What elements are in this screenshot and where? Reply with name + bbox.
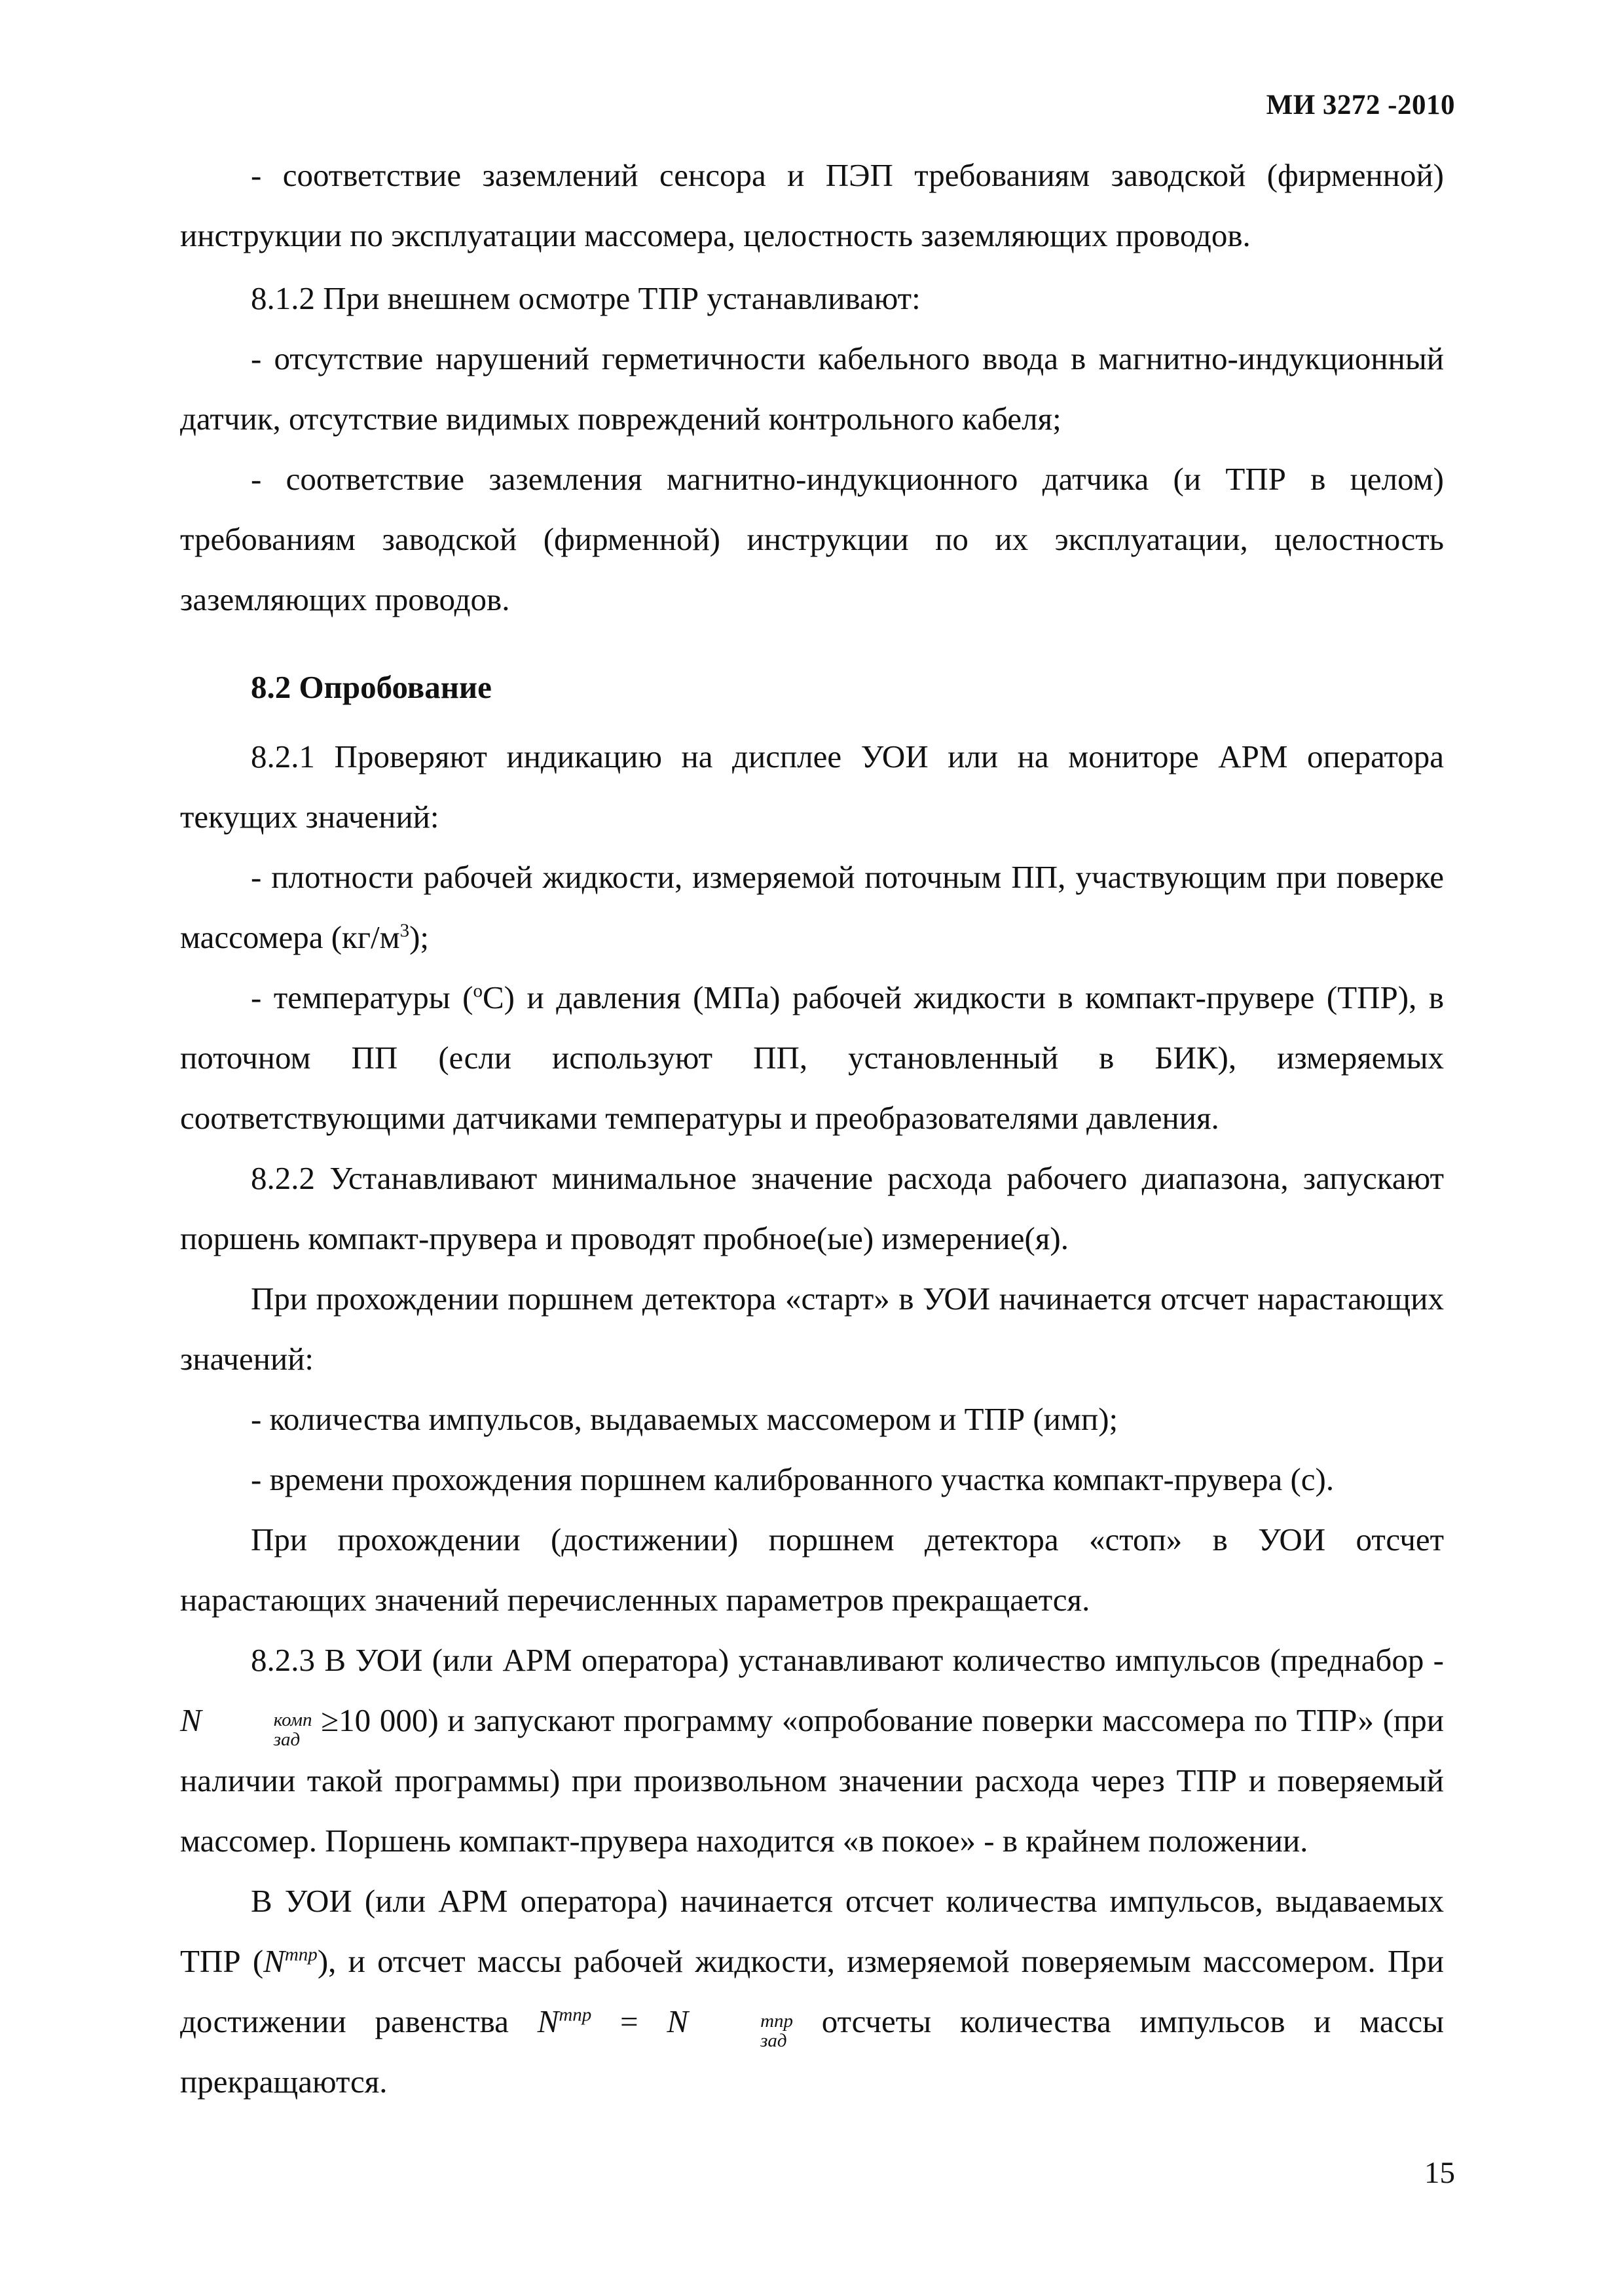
- symbol: N: [667, 2003, 689, 2039]
- subscript: зад: [273, 1729, 301, 1750]
- formula-equality: [537, 2003, 794, 2051]
- superscript: комп: [273, 1709, 312, 1730]
- text: 8.2.3 В УОИ (или АРМ оператора) устанавливают количество импульсов (преднабор -: [251, 1642, 1444, 1678]
- paragraph: При прохождении (достижении) поршнем детектора «стоп» в УОИ отсчет нарастающих значений перечисленных параметров прекращается.: [180, 1522, 1444, 1618]
- paragraph: 8.2.2 Устанавливают минимальное значение расхода рабочего диапазона, запускают поршень компакт-прувера и проводят пробное(ые) измерение(я).: [180, 1160, 1444, 1256]
- text: - температуры (: [251, 979, 473, 1015]
- paragraph: - количества импульсов, выдаваемых массомером и ТПР (имп);: [251, 1401, 1118, 1437]
- text: С) и давления (МПа) рабочей жидкости в компакт-прувере (ТПР), в поточном ПП (если используют ПП, установленный в БИК), измеряемых соответствующими датчиками температуры и преобразователями давления.: [180, 979, 1444, 1136]
- text: В УОИ (или АРМ оператора) начинается отсчет количества импульсов, выдаваемых ТПР (: [180, 1883, 1444, 1979]
- document-code: МИ 3272 -2010: [1266, 90, 1455, 120]
- superscript: тпр: [760, 2011, 794, 2032]
- index-stack: [690, 2011, 793, 2050]
- formula-n-tpr: [263, 1943, 318, 1979]
- symbol: N: [180, 1702, 202, 1738]
- paragraph: [180, 1630, 1444, 1871]
- symbol: N: [537, 2003, 559, 2039]
- superscript: 3: [399, 920, 410, 941]
- superscript: тпр: [284, 1944, 318, 1965]
- text: ≥10 000) и запускают программу «опробование поверки массомера по ТПР» (при наличии такой программы) при произвольном значении расхода через ТПР и поверяемый массомер. Поршень компакт-прувера находится «в покое» - в крайнем положении.: [180, 1702, 1444, 1859]
- paragraph: - соответствие заземления магнитно-индукционного датчика (и ТПР в целом) требованиям заводской (фирменной) инструкции по их эксплуатации, целостность заземляющих проводов.: [180, 461, 1444, 617]
- section-heading: 8.2 Опробование: [251, 669, 492, 705]
- paragraph: [180, 1871, 1444, 2112]
- paragraph: [180, 968, 1444, 1148]
- subscript: зад: [760, 2030, 787, 2051]
- paragraph: При прохождении поршнем детектора «старт» в УОИ начинается отсчет нарастающих значений:: [180, 1281, 1444, 1377]
- page-number: 15: [1424, 2156, 1455, 2190]
- paragraph: - соответствие заземлений сенсора и ПЭП требованиям заводской (фирменной) инструкции по эксплуатации массомера, целостность заземляющих проводов.: [180, 157, 1444, 253]
- index-stack: [203, 1710, 312, 1749]
- equals-sign: =: [591, 2003, 667, 2039]
- paragraph: - отсутствие нарушений герметичности кабельного ввода в магнитно-индукционный датчик, отсутствие видимых повреждений контрольного кабеля;: [180, 340, 1444, 437]
- superscript: о: [473, 980, 483, 1002]
- paragraph: 8.2.1 Проверяют индикацию на дисплее УОИ или на мониторе АРМ оператора текущих значений:: [180, 738, 1444, 835]
- text: );: [409, 919, 430, 955]
- paragraph: - времени прохождения поршнем калиброванного участка компакт-прувера (с).: [251, 1461, 1335, 1497]
- superscript: тпр: [559, 2004, 592, 2026]
- text: отсчеты количества импульсов и массы прекращаются.: [180, 2003, 1444, 2100]
- text: ), и отсчет массы рабочей жидкости, измеряемой поверяемым массомером. При достижении равенства: [180, 1943, 1444, 2039]
- page-body: [180, 145, 1444, 2112]
- formula-n-komp-zad: [180, 1702, 312, 1750]
- paragraph: 8.1.2 При внешнем осмотре ТПР устанавливают:: [251, 280, 921, 316]
- paragraph: [180, 847, 1444, 968]
- text: - плотности рабочей жидкости, измеряемой поточным ПП, участвующим при поверке массомера (кг/м: [180, 859, 1444, 955]
- symbol: N: [263, 1943, 285, 1979]
